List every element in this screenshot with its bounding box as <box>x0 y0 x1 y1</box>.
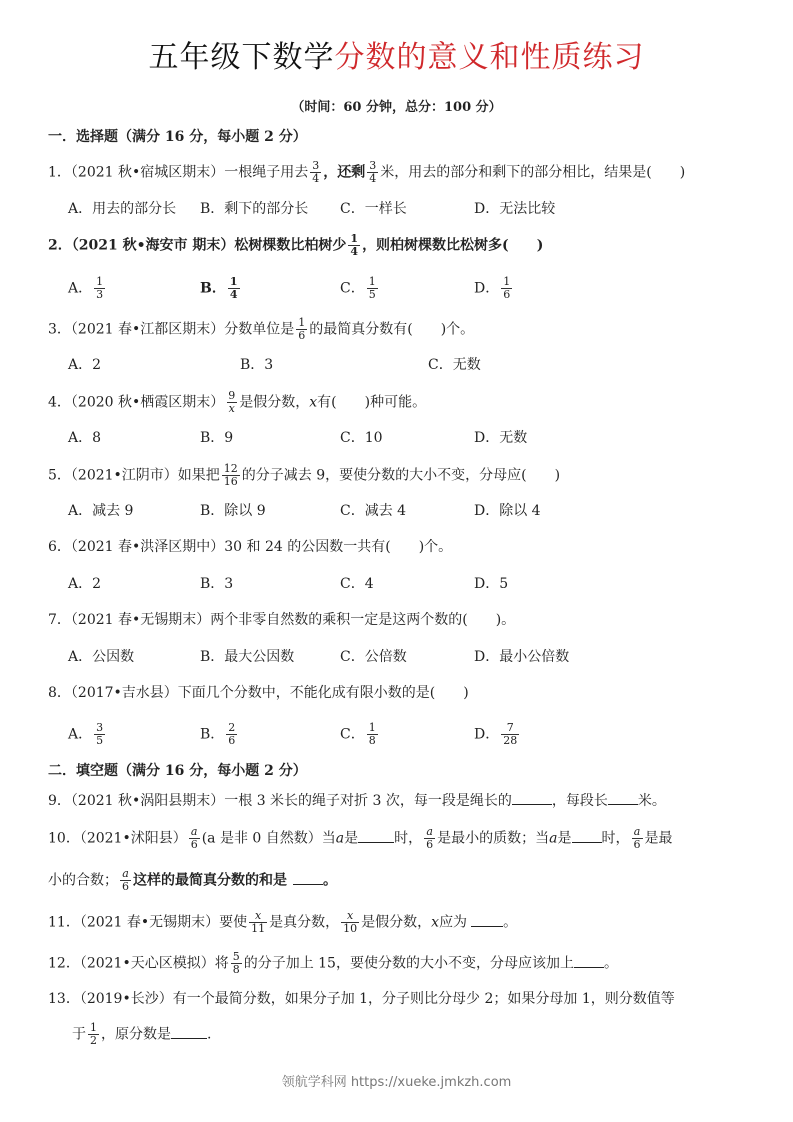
q11-text-a: 11．（2021 春•无锡期末）要使 <box>48 914 248 931</box>
q4-text-b: 是假分数， <box>239 394 310 411</box>
fraction: $\frac{12}{16}$ <box>223 462 238 488</box>
page-title <box>0 32 793 76</box>
q1-text-a: 1．（2021 秋•宿城区期末）一根绳子用去 <box>48 164 309 181</box>
question-5: 5．（2021•江阴市）如果把 $\frac{12}{16}$ 的分子减去 9，要使分数的大小不变，分母应( ) <box>48 462 561 488</box>
q9-text-a: 9．（2021 秋•涡阳县期末）一根 3 米长的绳子对折 3 次，每一段是绳长的 <box>48 793 512 809</box>
answer-blank[interactable] <box>512 804 552 805</box>
q10-text-a: 10．（2021•沭阳县） <box>48 830 187 847</box>
title-part-black: 五年级下数学 <box>148 40 335 75</box>
fraction: $\frac{1}{4}$ <box>350 232 359 258</box>
question-3: 3．（2021 春•江都区期末）分数单位是 $\frac{1}{6}$ 的最简真分数有( )个。 <box>48 316 475 342</box>
question-8: 8．（2017•吉水县）下面几个分数中，不能化成有限小数的是( ) <box>48 685 469 701</box>
q1-option-a[interactable]: A．用去的部分长 <box>68 201 177 217</box>
answer-blank[interactable] <box>471 926 503 927</box>
q5-text-b: 的分子减去 9，要使分数的大小不变，分母应( <box>241 467 527 484</box>
q7-option-a[interactable]: A．公因数 <box>68 649 135 665</box>
question-10: 10．（2021•沭阳县） $\frac{a}{6}$ (a 是非 0 自然数）当a是 时， $\frac{a}{6}$ 是最小的质数；当a是 时， $\frac{a}{6}$ 是最 <box>48 825 673 851</box>
question-6: 6．（2021 春•洪泽区期中）30 和 24 的公因数一共有( )个。 <box>48 539 453 555</box>
q1-text-c: 米，用去的部分和剩下的部分相比，结果是( <box>380 164 652 181</box>
title-part-red: 分数的意义和性质练习 <box>334 40 645 75</box>
question-9: 9．（2021 秋•涡阳县期末）一根 3 米长的绳子对折 3 次，每一段是绳长的 ，每段长 米。 <box>48 793 666 809</box>
fraction: $\frac{3}{4}$ <box>312 159 320 185</box>
variable-x: x <box>309 394 318 411</box>
fraction: $\frac{x}{11}$ <box>251 909 266 935</box>
q5-option-d[interactable]: D．除以 4 <box>474 503 541 519</box>
q2-option-a[interactable]: A． $\frac{1}{3}$ <box>68 275 104 301</box>
q2-text-b: ，则柏树棵数比松树多( <box>362 237 509 254</box>
q6-option-d[interactable]: D．5 <box>474 576 509 592</box>
question-13-line2: 于 $\frac{1}{2}$ ，原分数是 . <box>72 1021 212 1047</box>
answer-blank[interactable] <box>293 884 323 885</box>
q8-option-b[interactable]: B． $\frac{2}{6}$ <box>200 721 236 747</box>
q7-option-b[interactable]: B．最大公因数 <box>200 649 295 665</box>
fraction: $\frac{5}{8}$ <box>232 950 240 976</box>
answer-blank[interactable] <box>171 1038 207 1039</box>
q2-option-c[interactable]: C． $\frac{1}{5}$ <box>340 275 376 301</box>
answer-blank[interactable] <box>358 842 394 843</box>
answer-blank[interactable] <box>572 842 602 843</box>
fraction: $\frac{a}{6}$ <box>190 825 198 851</box>
q7-option-d[interactable]: D．最小公倍数 <box>474 649 570 665</box>
q5-option-a[interactable]: A．减去 9 <box>68 503 134 519</box>
q6-option-b[interactable]: B．3 <box>200 576 234 592</box>
fraction: $\frac{3}{4}$ <box>369 159 377 185</box>
q7-text-a: 7．（2021 春•无锡期末）两个非零自然数的乘积一定是这两个数的( <box>48 612 468 628</box>
question-1: 1．（2021 秋•宿城区期末）一根绳子用去 $\frac{3}{4}$ ，还剩 $\frac{3}{4}$ 米，用去的部分和剩下的部分相比，结果是( ) <box>48 159 686 185</box>
question-12: 12．（2021•天心区模拟）将 $\frac{5}{8}$ 的分子加上 15，要使分数的大小不变，分母应该加上 。 <box>48 950 618 976</box>
q5-text-a: 5．（2021•江阴市）如果把 <box>48 467 220 484</box>
q1-option-b[interactable]: B．剩下的部分长 <box>200 201 309 217</box>
fraction: $\frac{1}{6}$ <box>298 316 306 342</box>
q4-option-a[interactable]: A．8 <box>68 430 102 446</box>
q6-option-c[interactable]: C．4 <box>340 576 374 592</box>
q7-option-c[interactable]: C．公倍数 <box>340 649 407 665</box>
q8-option-a[interactable]: A． $\frac{3}{5}$ <box>68 721 104 747</box>
q8-option-d[interactable]: D． $\frac{7}{28}$ <box>474 721 518 747</box>
q2-option-d[interactable]: D． $\frac{1}{6}$ <box>474 275 511 301</box>
question-7: 7．（2021 春•无锡期末）两个非零自然数的乘积一定是这两个数的( )。 <box>48 612 516 628</box>
q12-text-a: 12．（2021•天心区模拟）将 <box>48 955 229 972</box>
q3-text-b: 的最简真分数有( <box>309 321 413 338</box>
q13-text-a: 13．（2019•长沙）有一个最简分数，如果分子加 1，分子则比分母少 2；如果分母加 1，则分数值等 <box>48 991 675 1007</box>
q3-option-a[interactable]: A．2 <box>68 357 102 373</box>
footer-watermark[interactable]: 领航学科网 https://xueke.jmkzh.com <box>281 1075 512 1090</box>
exam-info: （时间：60 分钟，总分：100 分） <box>291 100 502 115</box>
q5-option-b[interactable]: B．除以 9 <box>200 503 266 519</box>
q1-option-d[interactable]: D．无法比较 <box>474 201 556 217</box>
q1-option-c[interactable]: C．一样长 <box>340 201 407 217</box>
section1-heading: 一．选择题（满分 16 分，每小题 2 分） <box>48 129 307 145</box>
q4-text-a: 4．（2020 秋•栖霞区期末） <box>48 394 225 411</box>
section2-heading: 二．填空题（满分 16 分，每小题 2 分） <box>48 763 307 779</box>
q6-text-a: 6．（2021 春•洪泽区期中）30 和 24 的公因数一共有( <box>48 539 391 555</box>
q3-text-a: 3．（2021 春•江都区期末）分数单位是 <box>48 321 295 338</box>
answer-blank[interactable] <box>574 967 604 968</box>
answer-blank[interactable] <box>608 804 638 805</box>
question-10-line2: 小的合数； $\frac{a}{6}$ 这样的最简真分数的和是 。 <box>48 867 337 893</box>
question-11: 11．（2021 春•无锡期末）要使 $\frac{x}{11}$ 是真分数， $\frac{x}{10}$ 是假分数，x应为 。 <box>48 909 518 935</box>
q2-option-b[interactable]: B． $\frac{1}{4}$ <box>200 275 238 301</box>
question-13 <box>48 988 675 1010</box>
fraction: $\frac{9}{x}$ <box>228 389 236 415</box>
q3-option-c[interactable]: C．无数 <box>428 357 481 373</box>
q5-option-c[interactable]: C．减去 4 <box>340 503 407 519</box>
q4-option-b[interactable]: B．9 <box>200 430 234 446</box>
q4-option-d[interactable]: D．无数 <box>474 430 528 446</box>
q8-text-a: 8．（2017•吉水县）下面几个分数中，不能化成有限小数的是( <box>48 685 436 701</box>
q4-option-c[interactable]: C．10 <box>340 430 383 446</box>
q3-option-b[interactable]: B．3 <box>240 357 274 373</box>
q2-text-a: 2．（2021 秋•海安市 期末）松树棵数比柏树少 <box>48 237 347 254</box>
question-4: 4．（2020 秋•栖霞区期末） $\frac{9}{x}$ 是假分数，x有( )种可能。 <box>48 389 427 415</box>
q1-text-b: ，还剩 <box>323 164 366 181</box>
question-2: 2．（2021 秋•海安市 期末）松树棵数比柏树少 $\frac{1}{4}$ ，则柏树棵数比松树多( ) <box>48 232 544 258</box>
q8-option-c[interactable]: C． $\frac{1}{8}$ <box>340 721 376 747</box>
q6-option-a[interactable]: A．2 <box>68 576 102 592</box>
